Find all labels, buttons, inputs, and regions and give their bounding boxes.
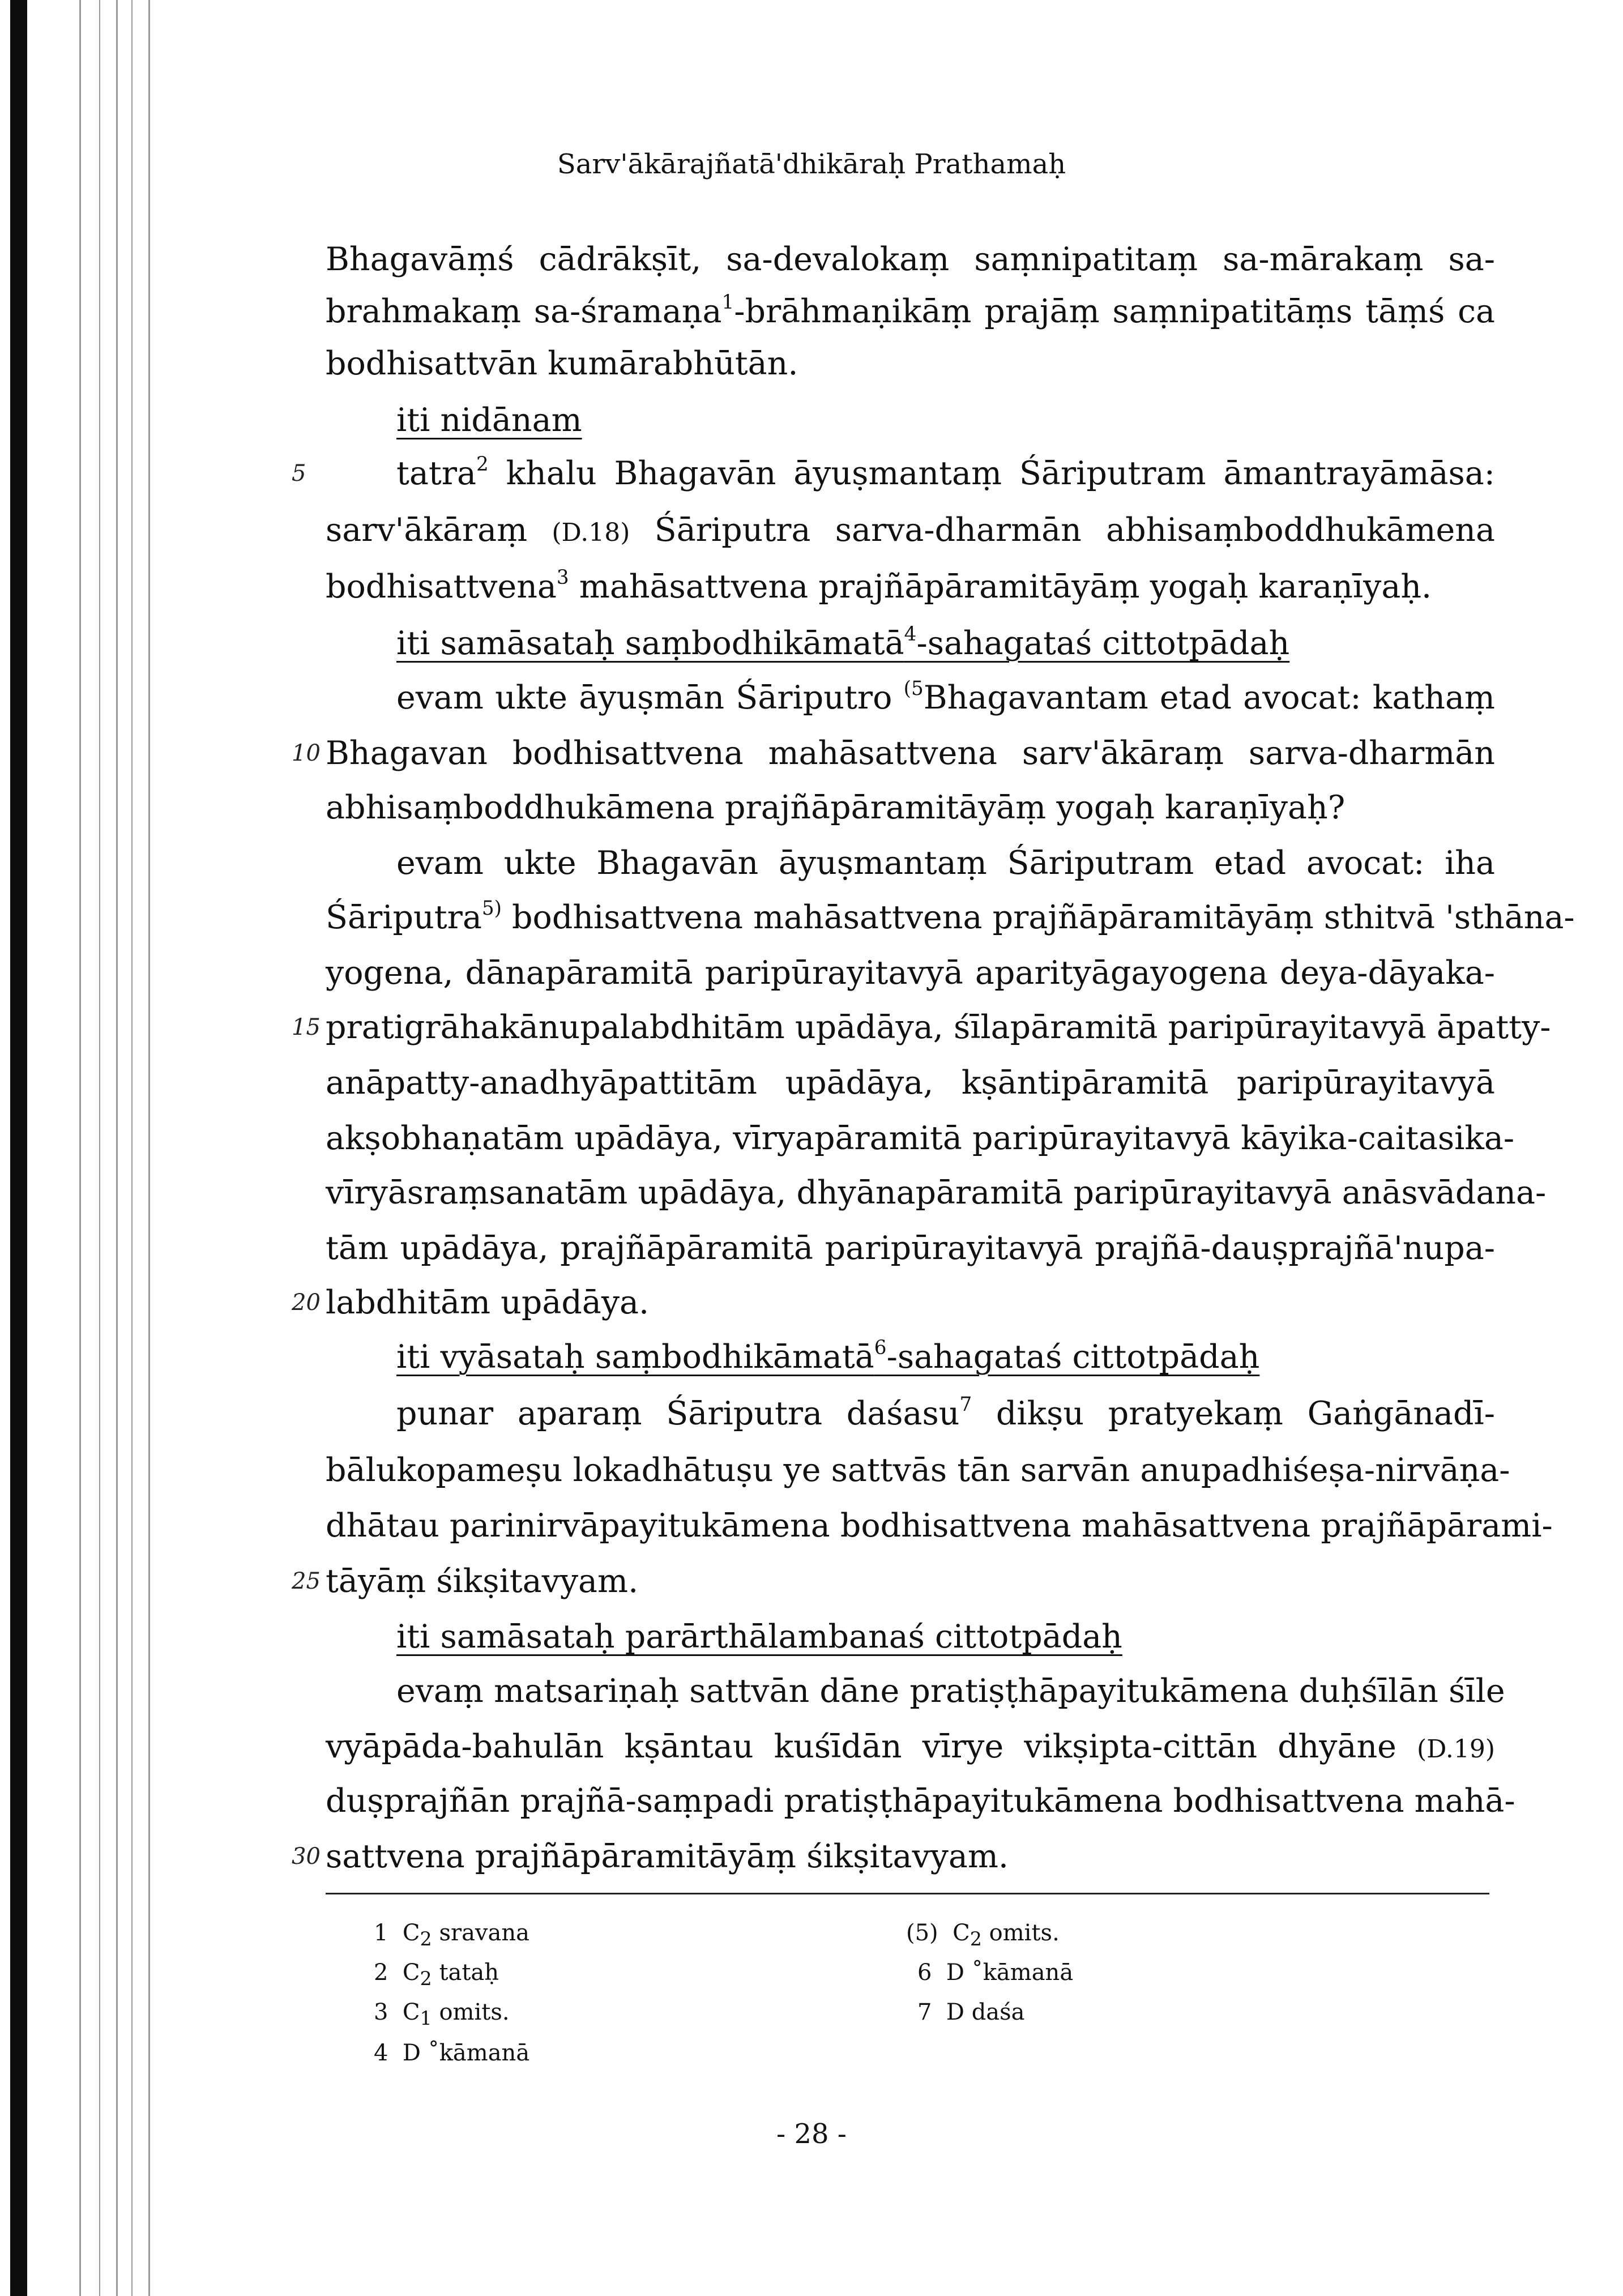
scan-black-edge <box>10 0 27 2296</box>
section-heading: iti samāsataḥ saṃbodhikāmatā$^4$-sahagataś cittotpādaḥ <box>396 623 1290 662</box>
scan-gutter-line <box>79 0 81 2296</box>
text-line: tatra$^2$ khalu Bhagavān āyuṣmantaṃ Śāriputram āmantrayāmāsa: <box>396 453 1495 492</box>
text-line: tāyāṃ śikṣitavyam. <box>326 1563 639 1600</box>
scan-gutter-line <box>148 0 150 2296</box>
text-line: tām upādāya, prajñāpāramitā paripūrayitavyā prajñā-dauṣprajñā'nupa- <box>326 1230 1495 1267</box>
section-heading: iti vyāsataḥ saṃbodhikāmatā$^6$-sahagataś cittotpādaḥ <box>396 1337 1260 1376</box>
text-line: bodhisattvān kumārabhūtān. <box>326 345 798 382</box>
text-line: Bhagavāṃś cādrākṣīt, sa-devalokaṃ saṃnipatitaṃ sa-mārakaṃ sa- <box>326 241 1495 278</box>
footnote-mark: 3 <box>556 566 569 590</box>
source-reference: (D.18) <box>552 518 630 547</box>
page-number: - 28 - <box>776 2118 847 2150</box>
footnote: 2 $C_2$ tataḥ <box>374 1960 499 1990</box>
footnote-mark: 4 <box>904 623 917 646</box>
scan-gutter-line <box>99 0 100 2296</box>
text-line: dhātau parinirvāpayitukāmena bodhisattvena mahāsattvena prajñāpārami- <box>326 1507 1553 1544</box>
section-heading: iti samāsataḥ parārthālambanaś cittotpādaḥ <box>396 1618 1122 1655</box>
text-line: vīryāsraṃsanatām upādāya, dhyānapāramitā paripūrayitavyā anāsvādana- <box>326 1174 1547 1211</box>
footnote: 4 D ˚kāmanā <box>374 2040 530 2066</box>
section-heading: iti nidānam <box>396 402 582 439</box>
text-line: Bhagavan bodhisattvena mahāsattvena sarv'ākāraṃ sarva-dharmān <box>326 735 1495 772</box>
line-number: 10 <box>292 740 321 766</box>
source-reference: (D.19) <box>1416 1735 1495 1764</box>
text-line: duṣprajñān prajñā-saṃpadi pratiṣṭhāpayitukāmena bodhisattvena mahā- <box>326 1782 1515 1820</box>
footnote: 6 D ˚kāmanā <box>917 1960 1074 1986</box>
footnote-rule <box>326 1893 1489 1894</box>
text-line: bodhisattvena$^3$ mahāsattvena prajñāpāramitāyāṃ yogaḥ karaṇīyaḥ. <box>326 566 1432 605</box>
footnote-mark: 2 <box>476 453 489 476</box>
text-line: akṣobhaṇatām upādāya, vīryapāramitā paripūrayitavyā kāyika-caitasika- <box>326 1120 1515 1157</box>
footnote: (5) $C_2$ omits. <box>906 1920 1060 1950</box>
text-line: brahmakaṃ sa-śramaṇa$^1$-brāhmaṇikāṃ prajāṃ saṃnipatitāṃs tāṃś ca <box>326 291 1495 330</box>
text-line: labdhitām upādāya. <box>326 1284 650 1321</box>
text-line: evam ukte Bhagavān āyuṣmantaṃ Śāriputram etad avocat: iha <box>396 844 1495 882</box>
scan-gutter-line <box>131 0 133 2296</box>
footnote: 7 D daśa <box>917 1999 1025 2025</box>
text-line: evam ukte āyuṣmān Śāriputro $^{(5}$Bhagavantam etad avocat: kathaṃ <box>396 677 1495 716</box>
text-line: punar aparaṃ Śāriputra daśasu$^7$ dikṣu pratyekaṃ Gaṅgānadī- <box>396 1393 1495 1432</box>
text-line: vyāpāda-bahulān kṣāntau kuśīdān vīrye vikṣipta-cittān dhyāne (D.19) <box>326 1728 1495 1765</box>
text-line: sattvena prajñāpāramitāyāṃ śikṣitavyam. <box>326 1838 1009 1875</box>
footnote-mark: 1 <box>721 291 734 314</box>
footnote-mark: 5) <box>481 897 502 920</box>
line-number: 20 <box>292 1290 321 1316</box>
text-line: abhisaṃboddhukāmena prajñāpāramitāyāṃ yogaḥ karaṇīyaḥ? <box>326 789 1346 826</box>
text-line: bālukopameṣu lokadhātuṣu ye sattvās tān sarvān anupadhiśeṣa-nirvāṇa- <box>326 1452 1510 1489</box>
running-header: Sarv'ākārajñatā'dhikāraḥ Prathamaḥ <box>557 148 1066 180</box>
text-line: anāpatty-anadhyāpattitām upādāya, kṣāntipāramitā paripūrayitavyā <box>326 1064 1495 1102</box>
text-line: pratigrāhakānupalabdhitām upādāya, śīlapāramitā paripūrayitavyā āpatty- <box>326 1009 1551 1046</box>
line-number: 30 <box>292 1843 321 1870</box>
footnote-mark: 7 <box>959 1393 972 1416</box>
line-number: 5 <box>292 460 306 486</box>
scan-gutter-line <box>116 0 118 2296</box>
line-number: 25 <box>292 1568 321 1594</box>
text-line: evaṃ matsariṇaḥ sattvān dāne pratiṣṭhāpayitukāmena duḥśīlān śīle <box>396 1672 1505 1710</box>
footnote-mark: (5 <box>903 677 924 701</box>
text-line: yogena, dānapāramitā paripūrayitavyā aparityāgayogena deya-dāyaka- <box>326 954 1495 992</box>
footnote: 1 $C_2$ sravana <box>374 1920 529 1950</box>
line-number: 15 <box>292 1014 321 1040</box>
text-line: Śāriputra$^{5)}$ bodhisattvena mahāsattvena prajñāpāramitāyāṃ sthitvā 'sthāna- <box>326 897 1575 936</box>
text-line: sarv'ākāraṃ (D.18) Śāriputra sarva-dharmān abhisaṃboddhukāmena <box>326 511 1495 549</box>
footnote-mark: 6 <box>874 1337 887 1360</box>
footnote: 3 $C_1$ omits. <box>374 1999 510 2029</box>
